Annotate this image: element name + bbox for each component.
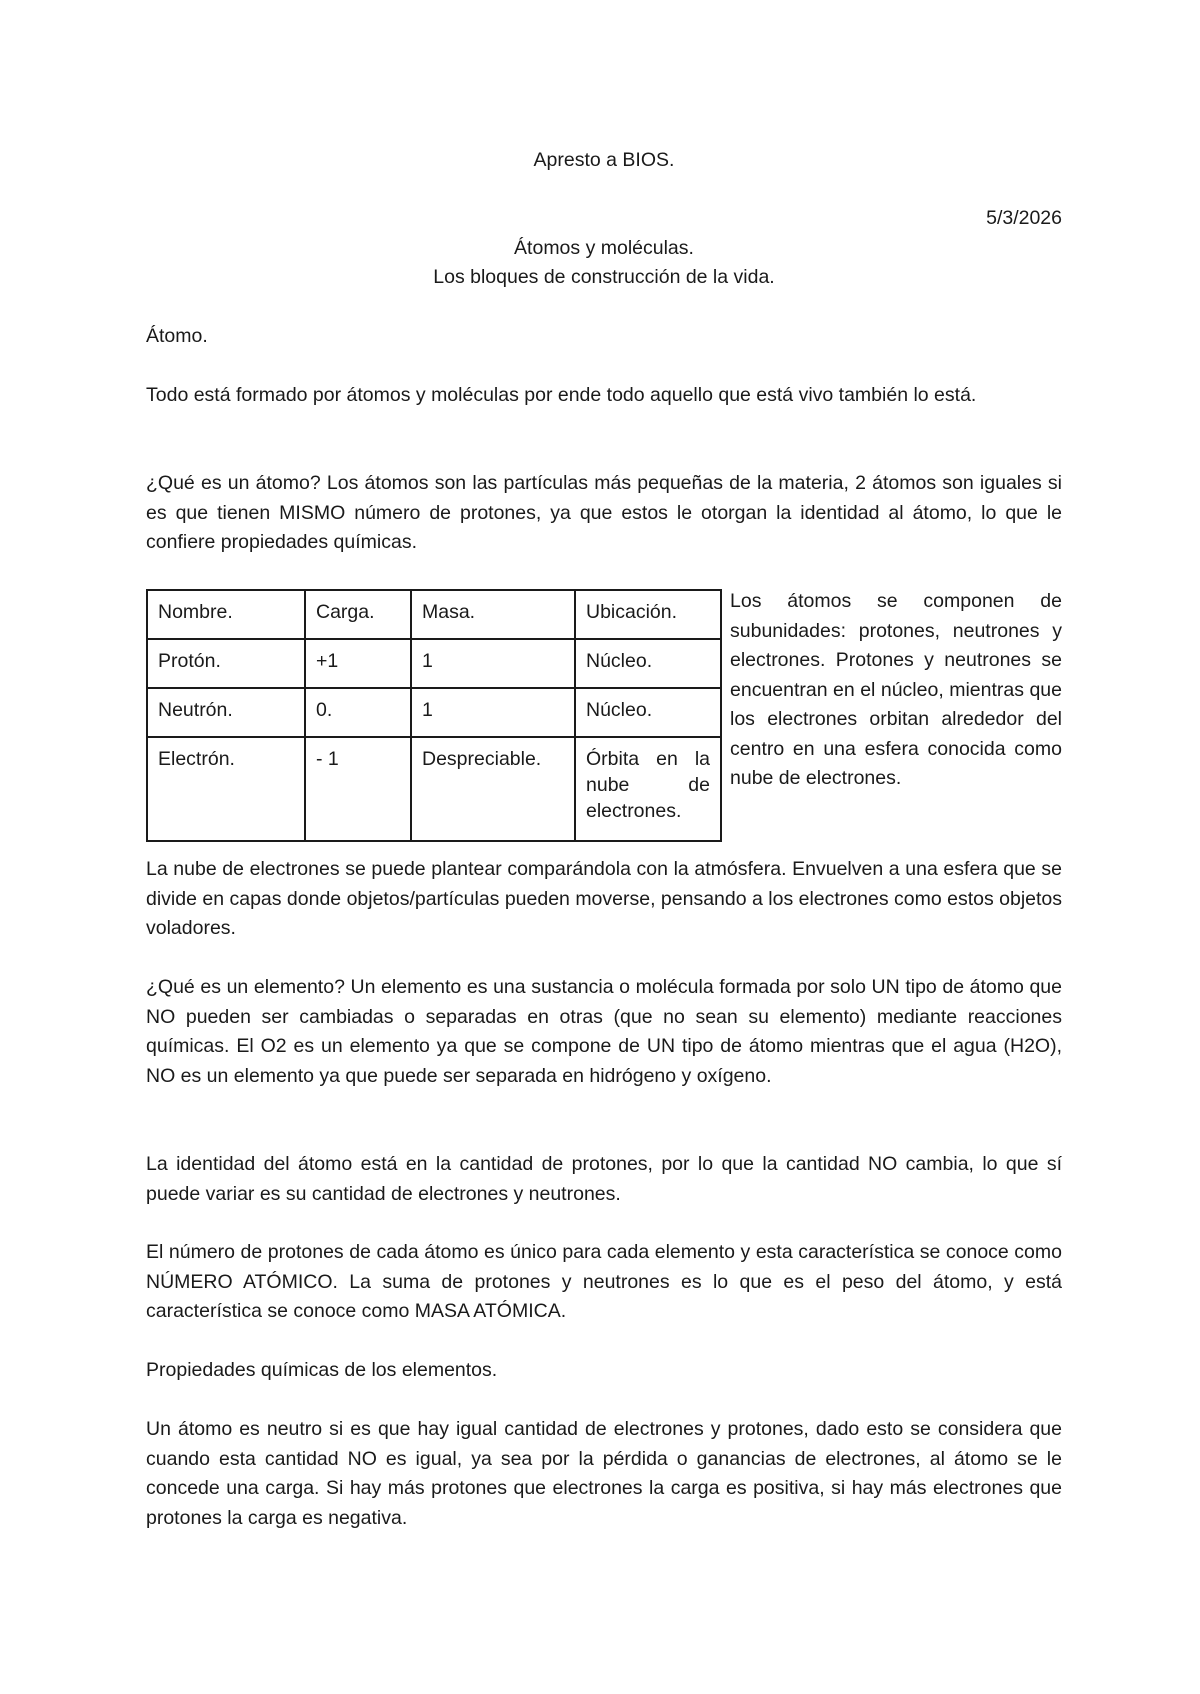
table-cell: Electrón. bbox=[147, 737, 305, 841]
document-title: Apresto a BIOS. bbox=[533, 149, 675, 171]
paragraph-7: Un átomo es neutro si es que hay igual cantidad de electrones y protones, dado esto se considera que cuando esta cantidad NO es igual, ya sea por la pérdida o ganancias de electrones, al átomo se le concede una carga. Si hay más protones que electrones la carga es positiva, si hay más electrones que protones la carga es negativa. bbox=[146, 1418, 1062, 1529]
particles-table bbox=[146, 589, 722, 842]
table-row bbox=[147, 737, 721, 841]
particles-table-container bbox=[146, 589, 722, 842]
table-cell: - 1 bbox=[305, 737, 411, 841]
document-subtitle-1: Átomos y moléculas. bbox=[514, 237, 694, 259]
section-heading-atomo: Átomo. bbox=[146, 325, 208, 347]
table-row bbox=[147, 688, 721, 737]
table-cell: Neutrón. bbox=[147, 688, 305, 737]
table-cell: 0. bbox=[305, 688, 411, 737]
table-cell: Órbita en la nube de electrones. bbox=[575, 737, 721, 841]
paragraph-3: La nube de electrones se puede plantear comparándola con la atmósfera. Envuelven a una esfera que se divide en capas donde objetos/partículas pueden moverse, pensando a los electrones como estos objetos voladores. bbox=[146, 858, 1063, 939]
table-cell: Núcleo. bbox=[575, 688, 721, 737]
table-cell: Despreciable. bbox=[411, 737, 575, 841]
paragraph-1: Todo está formado por átomos y moléculas por ende todo aquello que está vivo también lo está. bbox=[146, 384, 977, 406]
table-cell: 1 bbox=[411, 688, 575, 737]
section-heading-propiedades: Propiedades químicas de los elementos. bbox=[146, 1359, 498, 1381]
table-header-cell: Masa. bbox=[411, 590, 575, 639]
table-cell: Protón. bbox=[147, 639, 305, 688]
paragraph-4: ¿Qué es un elemento? Un elemento es una sustancia o molécula formada por solo UN tipo de átomo que NO pueden ser cambiadas o separadas en otras (que no sean su elemento) mediante reacciones químicas. El O2 es un elemento ya que se compone de UN tipo de átomo mientras que el agua (H2O), NO es un elemento ya que puede ser separada en hidrógeno y oxígeno. bbox=[146, 976, 1062, 1087]
document-subtitle-2: Los bloques de construcción de la vida. bbox=[433, 266, 775, 288]
paragraph-5: La identidad del átomo está en la cantidad de protones, por lo que la cantidad NO cambia, lo que sí puede variar es su cantidad de electrones y neutrones. bbox=[146, 1153, 1062, 1205]
paragraph-2: ¿Qué es un átomo? Los átomos son las partículas más pequeñas de la materia, 2 átomos son iguales si es que tienen MISMO número de protones, ya que estos le otorgan la identidad al átomo, lo que le confiere propiedades químicas. bbox=[146, 472, 1062, 553]
table-header-cell: Ubicación. bbox=[575, 590, 721, 639]
table-header-cell: Nombre. bbox=[147, 590, 305, 639]
table-header-cell: Carga. bbox=[305, 590, 411, 639]
paragraph-6: El número de protones de cada átomo es único para cada elemento y esta característica se conoce como NÚMERO ATÓMICO. La suma de protones y neutrones es lo que es el peso del átomo, y está característica se conoce como MASA ATÓMICA. bbox=[146, 1241, 1062, 1322]
table-cell: 1 bbox=[411, 639, 575, 688]
table-cell: +1 bbox=[305, 639, 411, 688]
table-cell: Núcleo. bbox=[575, 639, 721, 688]
table-row bbox=[147, 639, 721, 688]
table-header-row bbox=[147, 590, 721, 639]
document-date: 5/3/2026 bbox=[986, 207, 1062, 229]
side-paragraph: Los átomos se componen de subunidades: protones, neutrones y electrones. Protones y neutrones se encuentran en el núcleo, mientras que los electrones orbitan alrededor del centro en una esfera conocida como nube de electrones. bbox=[730, 590, 1062, 789]
